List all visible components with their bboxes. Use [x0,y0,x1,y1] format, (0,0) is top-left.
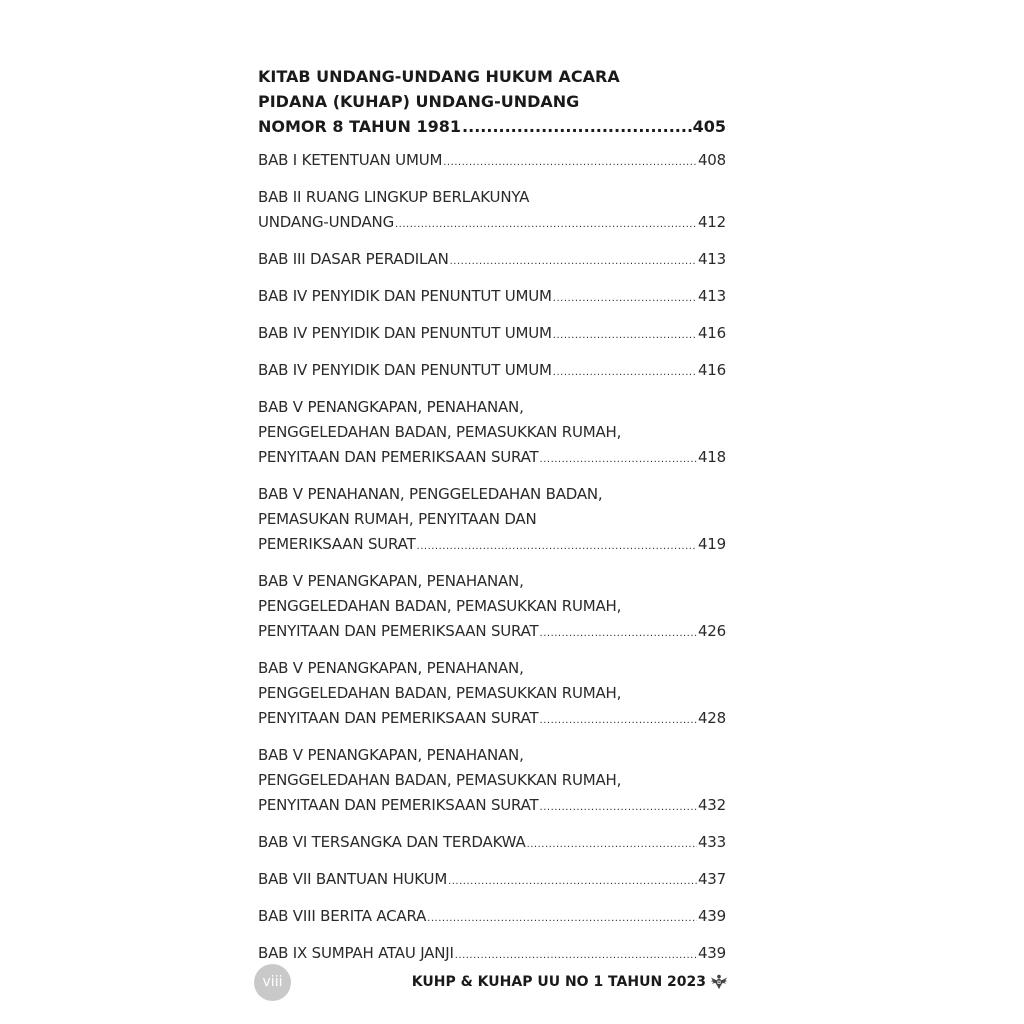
page-number-badge: viii [254,964,291,1001]
toc-entry-line: BAB V PENAHANAN, PENGGELEDAHAN BADAN, [258,485,603,503]
dot-leader [527,832,697,857]
dot-leader [450,249,697,274]
toc-page-number: 439 [697,907,726,925]
toc-entry[interactable] [258,395,726,472]
toc-entry-line: PENGGELEDAHAN BADAN, PEMASUKKAN RUMAH, [258,684,622,702]
dot-leader [462,114,692,139]
table-of-contents [258,64,726,978]
toc-entry[interactable] [258,284,726,311]
page-footer [254,964,728,1002]
toc-page-number: 413 [697,287,726,305]
toc-entry[interactable] [258,185,726,237]
toc-entry[interactable] [258,830,726,857]
garuda-emblem-icon [710,973,728,991]
toc-entry-last-line [258,247,726,274]
toc-entry-line: BAB V PENANGKAPAN, PENAHANAN, [258,746,524,764]
toc-entry-last-line [258,358,726,385]
dot-leader [427,906,697,931]
dot-leader [540,708,697,733]
toc-entry-line: UNDANG-UNDANG [258,213,394,231]
toc-entry-last-line [258,284,726,311]
toc-entries [258,148,726,968]
toc-heading-line: KITAB UNDANG-UNDANG HUKUM ACARA [258,67,620,86]
dot-leader [417,534,697,559]
toc-heading [258,64,726,139]
toc-entry[interactable] [258,656,726,733]
toc-entry-line: BAB VII BANTUAN HUKUM [258,870,448,888]
dot-leader [553,286,697,311]
toc-entry-line: BAB V PENANGKAPAN, PENAHANAN, [258,572,524,590]
toc-entry-last-line [258,532,726,559]
dot-leader [553,323,697,348]
toc-entry[interactable] [258,321,726,348]
toc-entry-last-line [258,904,726,931]
dot-leader [540,795,697,820]
toc-entry-last-line [258,706,726,733]
toc-entry-line: BAB III DASAR PERADILAN [258,250,449,268]
toc-entry[interactable] [258,148,726,175]
toc-entry-line: BAB V PENANGKAPAN, PENAHANAN, [258,398,524,416]
toc-entry-line: PEMASUKAN RUMAH, PENYITAAN DAN [258,510,537,528]
toc-page-number: 416 [697,361,726,379]
footer-title: KUHP & KUHAP UU NO 1 TAHUN 2023 [411,974,706,990]
toc-page-number: 416 [697,324,726,342]
toc-entry-last-line [258,830,726,857]
toc-entry[interactable] [258,247,726,274]
dot-leader [395,212,697,237]
toc-entry-last-line [258,793,726,820]
dot-leader [553,360,697,385]
toc-entry-line: BAB VIII BERITA ACARA [258,907,427,925]
toc-entry[interactable] [258,904,726,931]
toc-page-number: 413 [697,250,726,268]
toc-entry-line: PENYITAAN DAN PEMERIKSAAN SURAT [258,796,539,814]
toc-entry-last-line [258,321,726,348]
toc-page-number: 439 [697,944,726,962]
toc-heading-last-line [258,114,726,139]
toc-entry-last-line [258,210,726,237]
toc-entry-line: PENGGELEDAHAN BADAN, PEMASUKKAN RUMAH, [258,597,622,615]
toc-entry-line: PENYITAAN DAN PEMERIKSAAN SURAT [258,622,539,640]
toc-entry-line: BAB V PENANGKAPAN, PENAHANAN, [258,659,524,677]
toc-entry-line: BAB I KETENTUAN UMUM [258,151,443,169]
toc-entry-line: BAB VI TERSANGKA DAN TERDAKWA [258,833,526,851]
toc-page-number: 408 [697,151,726,169]
toc-entry-last-line [258,867,726,894]
toc-entry[interactable] [258,569,726,646]
toc-page-number: 412 [697,213,726,231]
toc-entry-line: PEMERIKSAAN SURAT [258,535,416,553]
toc-page-number: 426 [697,622,726,640]
toc-entry-last-line [258,148,726,175]
dot-leader [540,621,697,646]
toc-page-number: 418 [697,448,726,466]
toc-entry-line: PENYITAAN DAN PEMERIKSAAN SURAT [258,709,539,727]
toc-entry-line: BAB IV PENYIDIK DAN PENUNTUT UMUM [258,361,552,379]
toc-heading-line: PIDANA (KUHAP) UNDANG-UNDANG [258,92,580,111]
toc-entry-line: BAB IV PENYIDIK DAN PENUNTUT UMUM [258,287,552,305]
toc-entry-line: PENGGELEDAHAN BADAN, PEMASUKKAN RUMAH, [258,771,622,789]
toc-heading-line: NOMOR 8 TAHUN 1981 [258,117,462,136]
dot-leader [443,150,697,175]
toc-entry-line: PENGGELEDAHAN BADAN, PEMASUKKAN RUMAH, [258,423,622,441]
toc-page-number: 428 [697,709,726,727]
toc-entry-last-line [258,619,726,646]
toc-page-number: 433 [697,833,726,851]
toc-page-number: 405 [692,117,726,136]
toc-entry[interactable] [258,358,726,385]
toc-entry-line: PENYITAAN DAN PEMERIKSAAN SURAT [258,448,539,466]
dot-leader [448,869,697,894]
toc-entry-line: BAB II RUANG LINGKUP BERLAKUNYA [258,188,530,206]
toc-page-number: 432 [697,796,726,814]
toc-entry[interactable] [258,482,726,559]
toc-entry[interactable] [258,867,726,894]
toc-entry-last-line [258,445,726,472]
toc-entry-line: BAB IX SUMPAH ATAU JANJI [258,944,454,962]
toc-page-number: 437 [697,870,726,888]
dot-leader [540,447,697,472]
toc-page-number: 419 [697,535,726,553]
toc-entry-line: BAB IV PENYIDIK DAN PENUNTUT UMUM [258,324,552,342]
toc-entry[interactable] [258,743,726,820]
